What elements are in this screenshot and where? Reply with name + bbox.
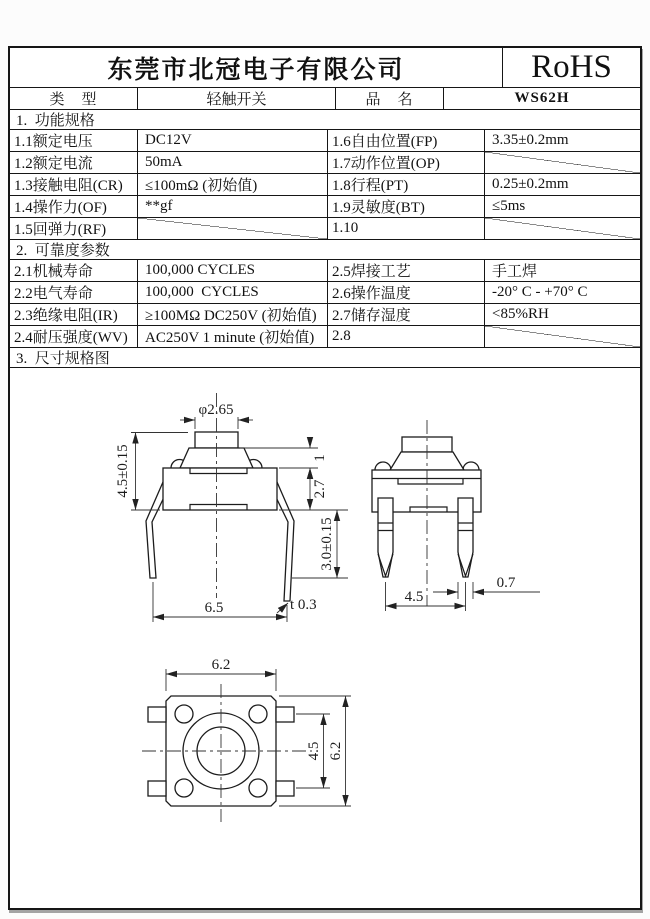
company-name: 东莞市北冠电子有限公司 — [10, 48, 503, 87]
spec-value: AC250V 1 minute (初始值) — [138, 326, 328, 347]
section-heading-reliability: 2. 可靠度参数 — [10, 240, 640, 260]
spec-value: <85%RH — [492, 306, 549, 322]
type-label: 类 型 — [10, 88, 138, 109]
spec-value: 手工焊 — [492, 264, 538, 280]
dim-pin-pitch-label: 4.5 — [306, 741, 322, 761]
dim-body-height-label: 6.2 — [328, 741, 344, 761]
top-view-drawing — [142, 657, 351, 822]
dim-lead-thickness-label: t 0.3 — [290, 597, 317, 613]
dim-body-height-label: 2.7 — [312, 479, 328, 499]
spec-label: 2.5焊接工艺 — [328, 260, 485, 281]
dim-pin-length-label: 3.0±0.15 — [319, 517, 335, 571]
spec-value: ≥100MΩ DC250V (初始值) — [138, 304, 328, 325]
spec-label: 2.7储存湿度 — [328, 304, 485, 325]
spec-label: 2.4耐压强度(WV) — [10, 326, 138, 347]
spec-label: 1.2额定电流 — [10, 152, 138, 173]
spec-label: 1.7动作位置(OP) — [328, 152, 485, 173]
spec-label: 1.8行程(PT) — [328, 174, 485, 195]
dim-pin-spacing-label: 4.5 — [404, 589, 424, 605]
rohs-mark: RoHS — [531, 49, 612, 85]
dim-total-height-label: 4.5±0.15 — [115, 444, 131, 498]
product-name-label: 品 名 — [336, 88, 444, 109]
spec-label: 2.2电气寿命 — [10, 282, 138, 303]
spec-value: 0.25±0.2mm — [492, 176, 569, 192]
spec-value: ≤100mΩ (初始值) — [138, 174, 328, 195]
spec-label: 2.8 — [328, 326, 485, 347]
spec-label: 1.10 — [328, 218, 485, 239]
product-name-value: WS62H — [514, 90, 570, 106]
dimension-drawings — [10, 48, 640, 908]
side-view-drawing — [372, 420, 540, 611]
spec-value: **gf — [138, 196, 328, 217]
spec-value: DC12V — [138, 130, 328, 151]
spec-value: ≤5ms — [492, 198, 526, 214]
type-value: 轻触开关 — [138, 88, 336, 109]
spec-sheet — [8, 46, 642, 910]
spec-label: 1.1额定电压 — [10, 130, 138, 151]
dim-lead-span-label: 6.5 — [204, 600, 224, 616]
dim-diameter-label: φ2.65 — [198, 402, 234, 418]
spec-label: 1.4操作力(OF) — [10, 196, 138, 217]
front-view-drawing — [115, 393, 348, 622]
spec-label: 2.3绝缘电阻(IR) — [10, 304, 138, 325]
dim-body-width-label: 6.2 — [211, 657, 231, 673]
spec-label: 1.9灵敏度(BT) — [328, 196, 485, 217]
spec-label: 2.1机械寿命 — [10, 260, 138, 281]
spec-value: 100,000 CYCLES — [138, 282, 328, 303]
spec-value: 50mA — [138, 152, 328, 173]
spec-label: 1.3接触电阻(CR) — [10, 174, 138, 195]
spec-value: 3.35±0.2mm — [492, 132, 569, 148]
spec-value: -20° C - +70° C — [492, 284, 588, 300]
section-heading-functional: 1. 功能规格 — [10, 110, 640, 130]
spec-label: 1.6自由位置(FP) — [328, 130, 485, 151]
spec-label: 1.5回弹力(RF) — [10, 218, 138, 239]
spec-label: 2.6操作温度 — [328, 282, 485, 303]
dim-stem-step-label: 1 — [312, 454, 328, 462]
section-heading-dimensions: 3. 尺寸规格图 — [10, 348, 640, 368]
dim-pin-width-label: 0.7 — [496, 575, 516, 591]
spec-value: 100,000 CYCLES — [138, 260, 328, 281]
